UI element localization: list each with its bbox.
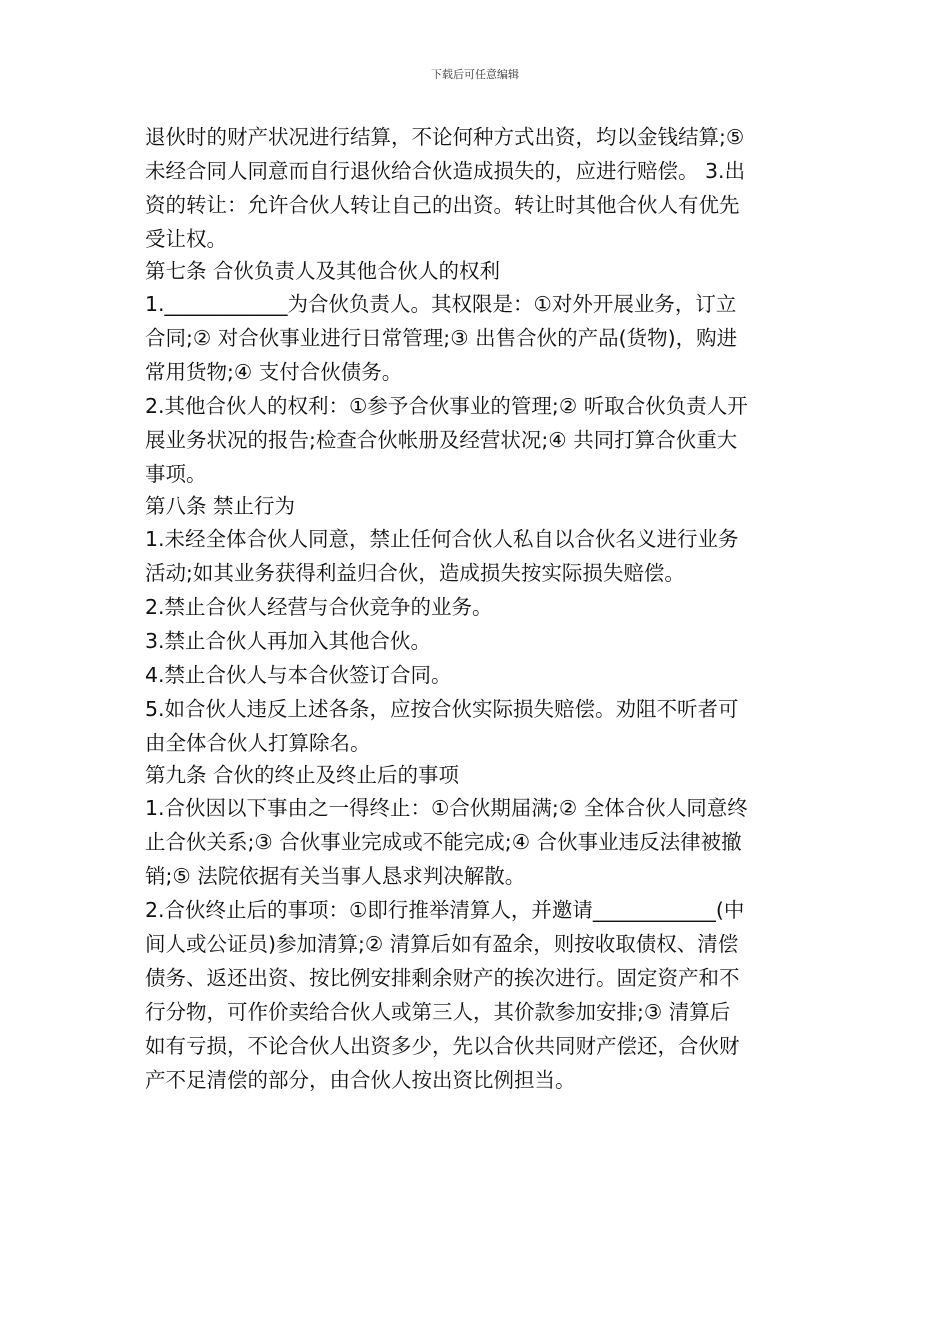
text-line: 常用货物;④ 支付合伙债务。 — [145, 360, 403, 384]
section-heading: 第八条 禁止行为 — [145, 494, 296, 518]
text-line: 展业务状况的报告;检查合伙帐册及经营状况;④ 共同打算合伙重大 — [145, 428, 738, 452]
text-line: 未经合同人同意而自行退伙给合伙造成损失的，应进行赔偿。 3.出 — [145, 159, 746, 183]
section-heading: 第九条 合伙的终止及终止后的事项 — [145, 763, 460, 787]
text-line: 3.禁止合伙人再加入其他合伙。 — [145, 629, 432, 653]
text-line: 产不足清偿的部分，由合伙人按出资比例担当。 — [145, 1068, 576, 1092]
text-line: 2.禁止合伙人经营与合伙竞争的业务。 — [145, 595, 493, 619]
text-line: 4.禁止合伙人与本合伙签订合同。 — [145, 663, 452, 687]
text-line: 1.未经全体合伙人同意，禁止任何合伙人私自以合伙名义进行业务 — [145, 527, 739, 551]
text-line: 合同;② 对合伙事业进行日常管理;③ 出售合伙的产品(货物)，购进 — [145, 326, 738, 350]
section-heading: 第七条 合伙负责人及其他合伙人的权利 — [145, 259, 501, 283]
text-line: 1.合伙因以下事由之一得终止：①合伙期届满;② 全体合伙人同意终 — [145, 796, 748, 820]
text-line: 止合伙关系;③ 合伙事业完成或不能完成;④ 合伙事业违反法律被撤 — [145, 830, 742, 854]
text-line: 事项。 — [145, 462, 207, 486]
text-line: 5.如合伙人违反上述各条，应按合伙实际损失赔偿。劝阻不听者可 — [145, 697, 739, 721]
text-line: 间人或公证员)参加清算;② 清算后如有盈余，则按收取债权、清偿 — [145, 932, 739, 956]
text-line: 2.合伙终止后的事项：①即行推举清算人，并邀请____________(中 — [145, 898, 745, 922]
text-line: 资的转让：允许合伙人转让自己的出资。转让时其他合伙人有优先 — [145, 193, 740, 217]
text-line: 债务、返还出资、按比例安排剩余财产的挨次进行。固定资产和不 — [145, 966, 740, 990]
page-header: 下载后可任意编辑 — [431, 68, 519, 81]
text-line: 1.____________为合伙负责人。其权限是：①对外开展业务，订立 — [145, 292, 737, 316]
document-body — [145, 120, 810, 1097]
text-line: 如有亏损，不论合伙人出资多少，先以合伙共同财产偿还，合伙财 — [145, 1034, 740, 1058]
text-line: 受让权。 — [145, 227, 227, 251]
text-line: 2.其他合伙人的权利：①参予合伙事业的管理;② 听取合伙负责人开 — [145, 394, 748, 418]
text-line: 活动;如其业务获得利益归合伙，造成损失按实际损失赔偿。 — [145, 561, 685, 585]
text-line: 行分物，可作价卖给合伙人或第三人，其价款参加安排;③ 清算后 — [145, 1000, 731, 1024]
text-line: 由全体合伙人打算除名。 — [145, 731, 371, 755]
text-line: 销;⑤ 法院依据有关当事人恳求判决解散。 — [145, 864, 526, 888]
text-line: 退伙时的财产状况进行结算，不论何种方式出资，均以金钱结算;⑤ — [145, 125, 745, 149]
